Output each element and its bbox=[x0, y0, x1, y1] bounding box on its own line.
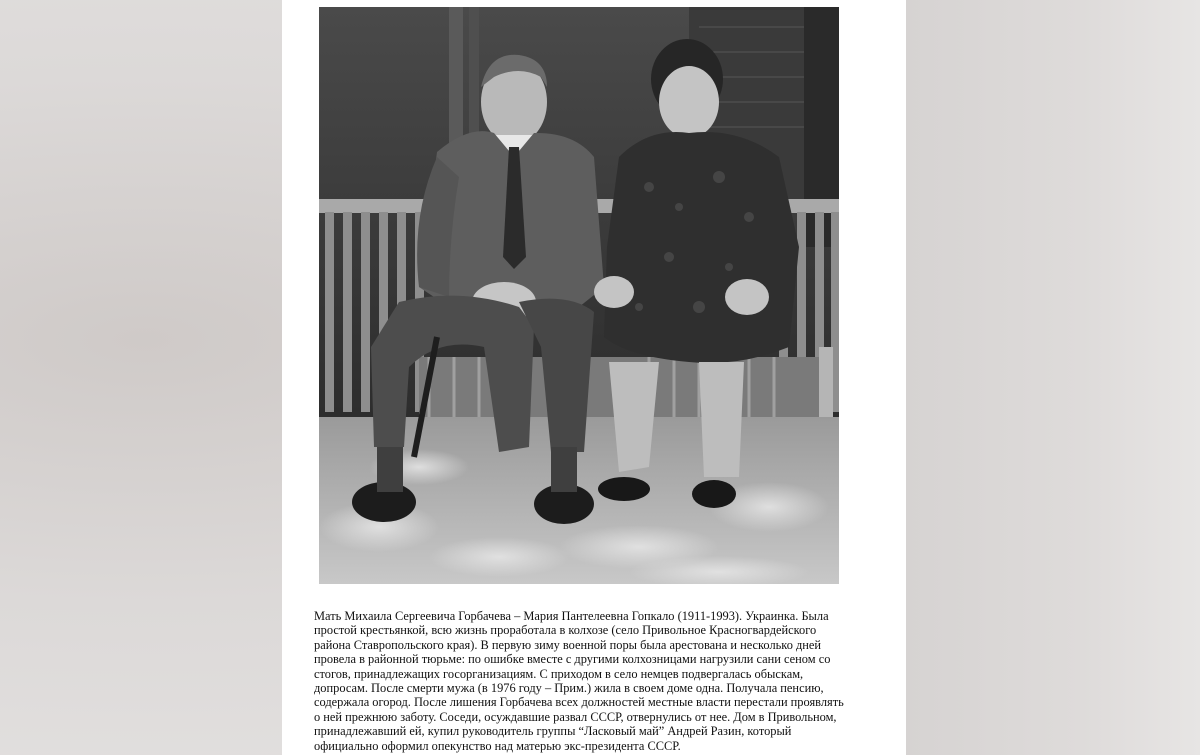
caption-line: принадлежавший ей, купил руководитель группы “Ласковый май” Андрей Разин, который bbox=[314, 724, 792, 739]
caption-line: допросам. После смерти мужа (в 1976 году – Прим.) жила в своем доме одна. Получала пенсию, bbox=[314, 681, 824, 696]
photograph bbox=[319, 7, 839, 584]
caption-line: района Ставропольского края). В первую зиму военной поры была арестована и несколько дней bbox=[314, 637, 822, 652]
photo-illustration bbox=[319, 7, 839, 584]
caption-line: стогов, принадлежащих госорганизациям. С приходом в село немцев подвергалась обыскам, bbox=[314, 666, 804, 681]
blurred-backdrop-right bbox=[905, 0, 1200, 755]
caption-line: официально оформил опекунство над матерью экс-президента СССР. bbox=[314, 738, 681, 753]
caption-line: провела в районной тюрьме: по ошибке вместе с другими колхозницами нагрузили сани сеном со bbox=[314, 652, 831, 667]
caption-line: о ней прежнюю заботу. Соседи, осуждавшие развал СССР, отвернулись от нее. Дом в Привольном, bbox=[314, 709, 837, 724]
caption-line: простой крестьянкой, всю жизнь проработала в колхозе (село Привольное Красногвардейского bbox=[314, 623, 817, 638]
caption-line: содержала огород. После лишения Горбачева всех должностей местные власти перестали проявлять bbox=[314, 695, 844, 710]
document-page bbox=[282, 0, 906, 755]
caption-line: Мать Михаила Сергеевича Горбачева – Мария Пантелеевна Гопкало (1911-1993). Украинка. Была bbox=[314, 609, 829, 623]
photo-caption bbox=[314, 609, 874, 753]
